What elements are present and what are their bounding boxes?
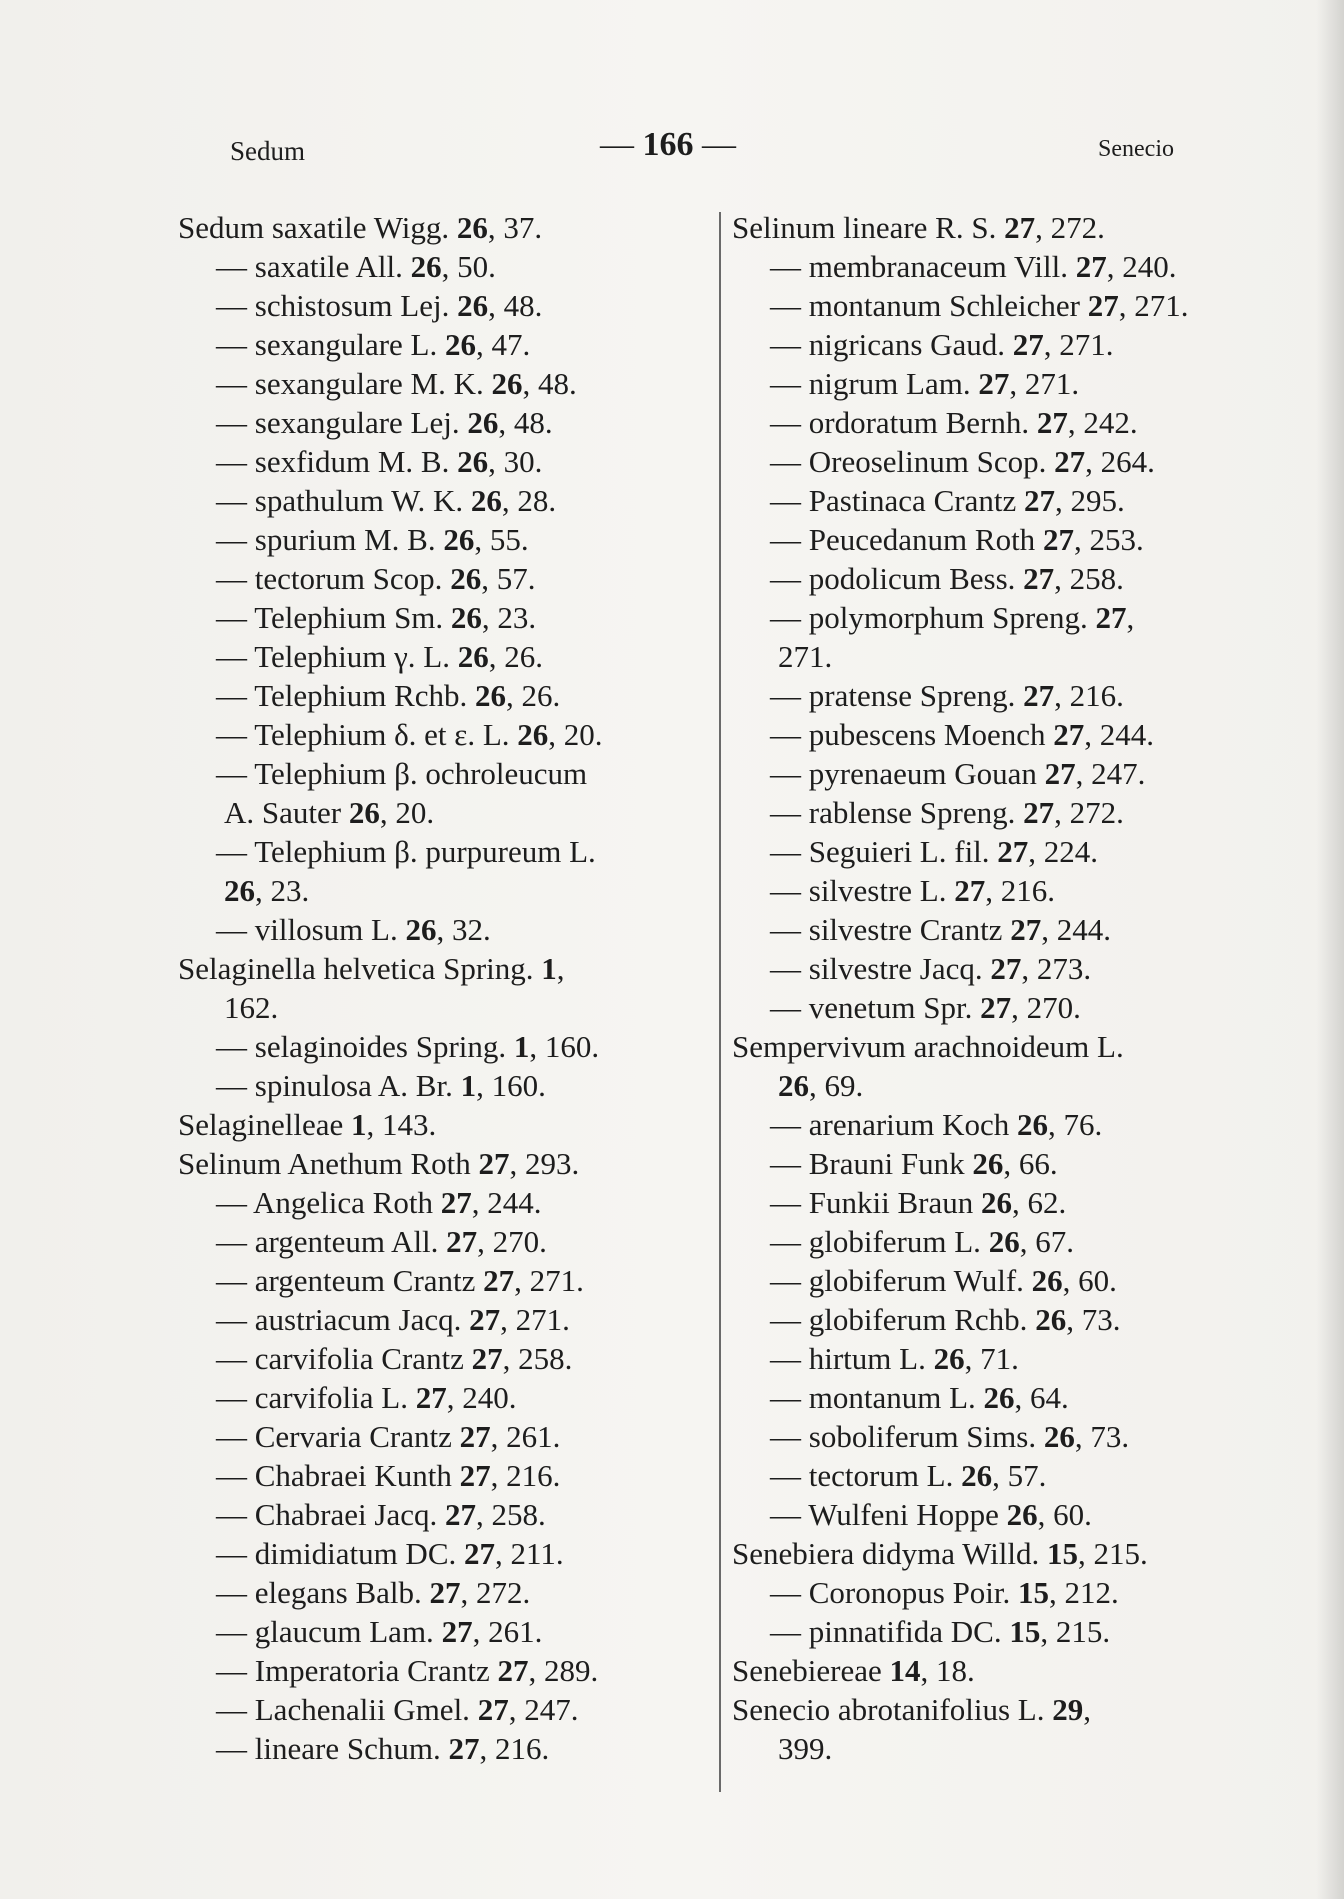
index-entry: 271. bbox=[778, 639, 833, 674]
running-header bbox=[230, 126, 1174, 174]
page-number: — 166 — bbox=[600, 126, 736, 163]
index-entry: — selaginoides Spring. 1, 160. bbox=[216, 1029, 600, 1064]
index-entry: — spathulum W. K. 26, 28. bbox=[216, 483, 557, 518]
index-entry: — sexfidum M. B. 26, 30. bbox=[216, 444, 543, 479]
index-entry: — ordoratum Bernh. 27, 242. bbox=[770, 405, 1138, 440]
index-entry: — Funkii Braun 26, 62. bbox=[770, 1185, 1067, 1220]
index-entry: 26, 69. bbox=[778, 1068, 864, 1103]
index-entry: — pratense Spreng. 27, 216. bbox=[770, 678, 1124, 713]
index-entry: Senebiereae 14, 18. bbox=[732, 1653, 975, 1688]
index-column-right bbox=[732, 208, 1252, 1768]
index-entry: — podolicum Bess. 27, 258. bbox=[770, 561, 1124, 596]
index-entry: — glaucum Lam. 27, 261. bbox=[216, 1614, 543, 1649]
index-entry: Sempervivum arachnoideum L. bbox=[732, 1029, 1124, 1064]
index-entry: Selinum Anethum Roth 27, 293. bbox=[178, 1146, 580, 1181]
index-entry: — Pastinaca Crantz 27, 295. bbox=[770, 483, 1125, 518]
index-entry: — sexangulare L. 26, 47. bbox=[216, 327, 531, 362]
index-entry: — schistosum Lej. 26, 48. bbox=[216, 288, 543, 323]
index-entry: — Oreoselinum Scop. 27, 264. bbox=[770, 444, 1155, 479]
index-entry: — Angelica Roth 27, 244. bbox=[216, 1185, 542, 1220]
index-entry: — saxatile All. 26, 50. bbox=[216, 249, 496, 284]
index-entry: — Telephium γ. L. 26, 26. bbox=[216, 639, 543, 674]
index-entry: — villosum L. 26, 32. bbox=[216, 912, 491, 947]
index-entry: — silvestre Crantz 27, 244. bbox=[770, 912, 1111, 947]
index-entry: — tectorum L. 26, 57. bbox=[770, 1458, 1047, 1493]
index-entry: — Chabraei Jacq. 27, 258. bbox=[216, 1497, 546, 1532]
header-right-word: Senecio bbox=[1098, 136, 1174, 162]
index-entry: — rablense Spreng. 27, 272. bbox=[770, 795, 1124, 830]
index-entry: — Telephium β. purpureum L. bbox=[216, 834, 596, 869]
index-entry: — lineare Schum. 27, 216. bbox=[216, 1731, 550, 1766]
index-entry: — Telephium δ. et ε. L. 26, 20. bbox=[216, 717, 603, 752]
index-entry: — elegans Balb. 27, 272. bbox=[216, 1575, 531, 1610]
index-entry: — Brauni Funk 26, 66. bbox=[770, 1146, 1058, 1181]
index-entry: — carvifolia Crantz 27, 258. bbox=[216, 1341, 573, 1376]
column-divider bbox=[719, 212, 721, 1792]
index-entry: — nigrum Lam. 27, 271. bbox=[770, 366, 1080, 401]
page-edge-shadow bbox=[1316, 0, 1344, 1899]
index-entry: 26, 23. bbox=[224, 873, 310, 908]
index-entry: — globiferum Wulf. 26, 60. bbox=[770, 1263, 1117, 1298]
index-entry: — Cervaria Crantz 27, 261. bbox=[216, 1419, 561, 1454]
index-entry: — silvestre L. 27, 216. bbox=[770, 873, 1055, 908]
index-entry: — venetum Spr. 27, 270. bbox=[770, 990, 1081, 1025]
index-entry: — montanum L. 26, 64. bbox=[770, 1380, 1069, 1415]
index-entry: — argenteum All. 27, 270. bbox=[216, 1224, 547, 1259]
index-entry: Senebiera didyma Willd. 15, 215. bbox=[732, 1536, 1148, 1571]
index-entry: — dimidiatum DC. 27, 211. bbox=[216, 1536, 564, 1571]
index-entry: Selinum lineare R. S. 27, 272. bbox=[732, 210, 1105, 245]
index-entry: — Telephium Rchb. 26, 26. bbox=[216, 678, 561, 713]
index-entry: Selaginelleae 1, 143. bbox=[178, 1107, 437, 1142]
index-entry: 399. bbox=[778, 1731, 833, 1766]
index-entry: — arenarium Koch 26, 76. bbox=[770, 1107, 1103, 1142]
index-entry: — hirtum L. 26, 71. bbox=[770, 1341, 1019, 1376]
index-entry: — carvifolia L. 27, 240. bbox=[216, 1380, 517, 1415]
header-left-word: Sedum bbox=[230, 136, 306, 166]
index-entry: Sedum saxatile Wigg. 26, 37. bbox=[178, 210, 543, 245]
index-entry: — austriacum Jacq. 27, 271. bbox=[216, 1302, 570, 1337]
index-entry: — pinnatifida DC. 15, 215. bbox=[770, 1614, 1111, 1649]
index-entry: — pyrenaeum Gouan 27, 247. bbox=[770, 756, 1146, 791]
index-entry: — Coronopus Poir. 15, 212. bbox=[770, 1575, 1119, 1610]
index-entry: Selaginella helvetica Spring. 1, bbox=[178, 951, 565, 986]
index-entry: — Peucedanum Roth 27, 253. bbox=[770, 522, 1144, 557]
index-entry: — soboliferum Sims. 26, 73. bbox=[770, 1419, 1130, 1454]
index-entry: A. Sauter 26, 20. bbox=[224, 795, 435, 830]
index-entry: — Wulfeni Hoppe 26, 60. bbox=[770, 1497, 1092, 1532]
index-entry: — Seguieri L. fil. 27, 224. bbox=[770, 834, 1099, 869]
index-entry: — Chabraei Kunth 27, 216. bbox=[216, 1458, 561, 1493]
index-entry: — nigricans Gaud. 27, 271. bbox=[770, 327, 1114, 362]
index-entry: — montanum Schleicher 27, 271. bbox=[770, 288, 1189, 323]
index-entry: — Telephium Sm. 26, 23. bbox=[216, 600, 537, 635]
index-entry: — polymorphum Spreng. 27, bbox=[770, 600, 1135, 635]
index-entry: — argenteum Crantz 27, 271. bbox=[216, 1263, 584, 1298]
index-entry: — membranaceum Vill. 27, 240. bbox=[770, 249, 1177, 284]
index-entry: — Lachenalii Gmel. 27, 247. bbox=[216, 1692, 579, 1727]
index-entry: — pubescens Moench 27, 244. bbox=[770, 717, 1154, 752]
index-entry: — spinulosa A. Br. 1, 160. bbox=[216, 1068, 546, 1103]
index-entry: — silvestre Jacq. 27, 273. bbox=[770, 951, 1092, 986]
index-entry: — sexangulare M. K. 26, 48. bbox=[216, 366, 577, 401]
index-entry: — globiferum Rchb. 26, 73. bbox=[770, 1302, 1121, 1337]
index-column-left bbox=[178, 208, 718, 1768]
index-entry: — sexangulare Lej. 26, 48. bbox=[216, 405, 553, 440]
index-entry: — Imperatoria Crantz 27, 289. bbox=[216, 1653, 599, 1688]
index-entry: Senecio abrotanifolius L. 29, bbox=[732, 1692, 1091, 1727]
index-entry: — tectorum Scop. 26, 57. bbox=[216, 561, 536, 596]
index-entry: — Telephium β. ochroleucum bbox=[216, 756, 588, 791]
index-entry: 162. bbox=[224, 990, 279, 1025]
index-entry: — spurium M. B. 26, 55. bbox=[216, 522, 529, 557]
index-entry: — globiferum L. 26, 67. bbox=[770, 1224, 1074, 1259]
